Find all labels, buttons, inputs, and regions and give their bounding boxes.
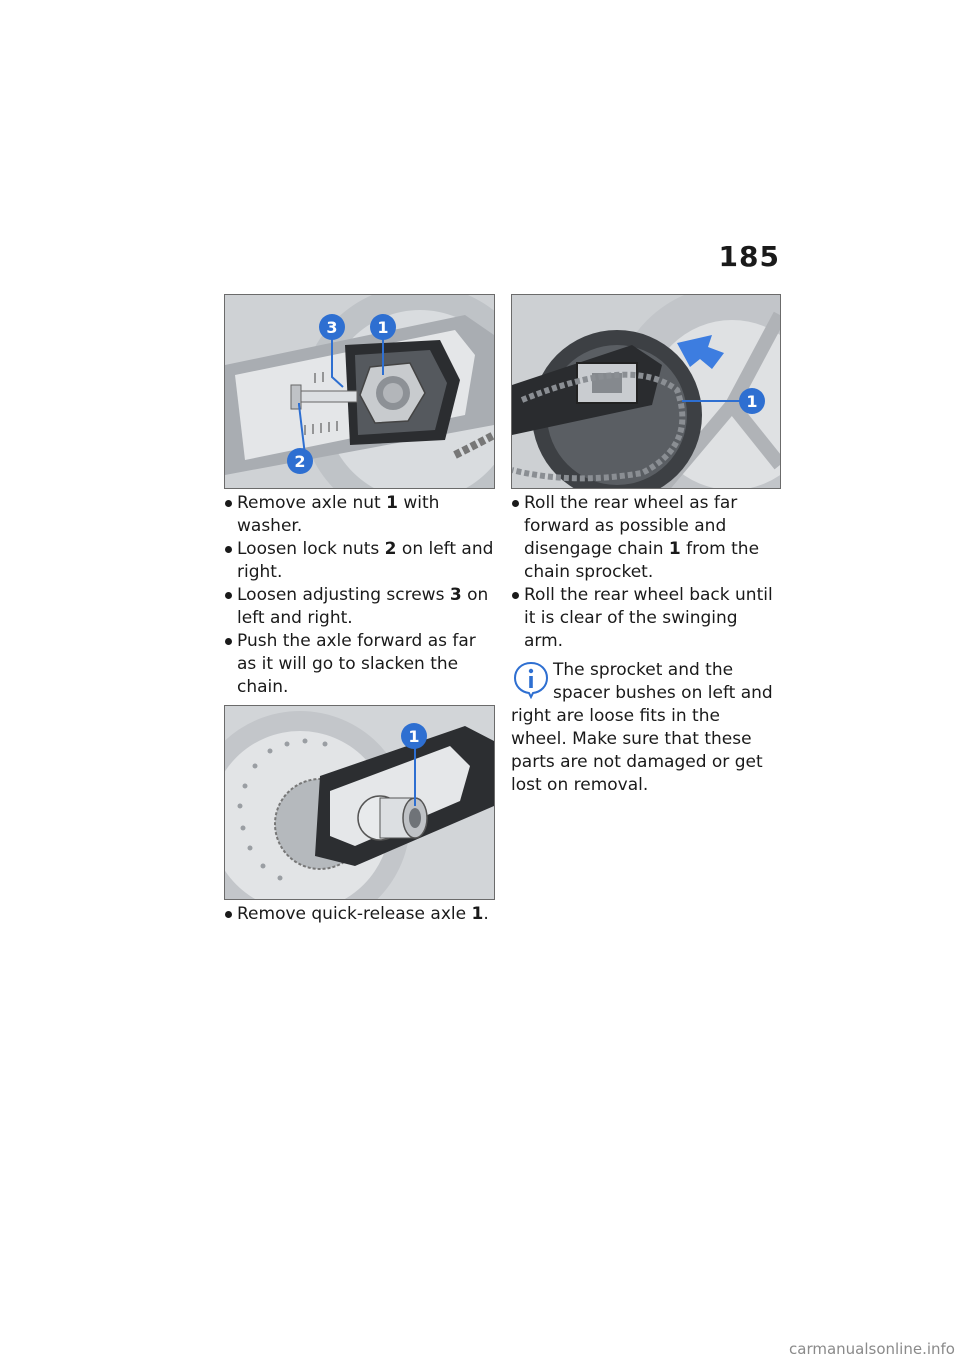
figure-quick-release-axle: [224, 705, 495, 900]
bullet-dot: [512, 500, 519, 507]
callout-1: 1: [746, 392, 758, 411]
note-text: right are loose fits in the wheel. Make sure that these parts are not damaged or get lost on removal.: [511, 706, 763, 795]
callout-2: 2: [294, 452, 306, 471]
bullet-dot: [225, 592, 232, 599]
callout-1: 1: [408, 727, 420, 746]
bullet-dot: [225, 638, 232, 645]
step-remove-axle-nut: Remove axle nut 1 with washer.: [224, 492, 494, 538]
right-steps: [511, 492, 781, 797]
bullet-dot: [225, 911, 232, 918]
step-loosen-lock-nuts: Loosen lock nuts 2 on left and right.: [224, 538, 494, 584]
step-remove-quick-release-axle: Remove quick-release axle 1.: [224, 903, 494, 926]
step-roll-wheel-back: Roll the rear wheel back until it is clear of the swinging arm.: [511, 584, 781, 653]
chain-sprocket-illustration: [512, 295, 780, 488]
bullet-dot: [512, 592, 519, 599]
axle-nut-illustration: [225, 295, 494, 488]
bullet-dot: [225, 500, 232, 507]
figure-axle-nut: [224, 294, 495, 489]
info-note: [511, 659, 781, 797]
callout-3: 3: [326, 318, 338, 337]
figure-chain-sprocket: [511, 294, 781, 489]
step-roll-wheel-forward: Roll the rear wheel as far forward as possible and disengage chain 1 from the chain sprocket.: [511, 492, 781, 584]
left-steps: [224, 492, 494, 699]
note-line-1: The sprocket and the: [553, 660, 734, 680]
step-push-axle-forward: Push the axle forward as far as it will go to slacken the chain.: [224, 630, 494, 699]
callout-1: 1: [377, 318, 389, 337]
bullet-dot: [225, 546, 232, 553]
quick-release-axle-illustration: [225, 706, 494, 899]
left-step-after-figure: [224, 903, 494, 926]
page-number: 185: [718, 240, 780, 273]
note-line-2: spacer bushes on left and: [553, 683, 773, 703]
step-loosen-adjusting-screws: Loosen adjusting screws 3 on left and right.: [224, 584, 494, 630]
info-icon: [511, 659, 551, 699]
watermark: carmanualsonline.info: [789, 1340, 955, 1358]
